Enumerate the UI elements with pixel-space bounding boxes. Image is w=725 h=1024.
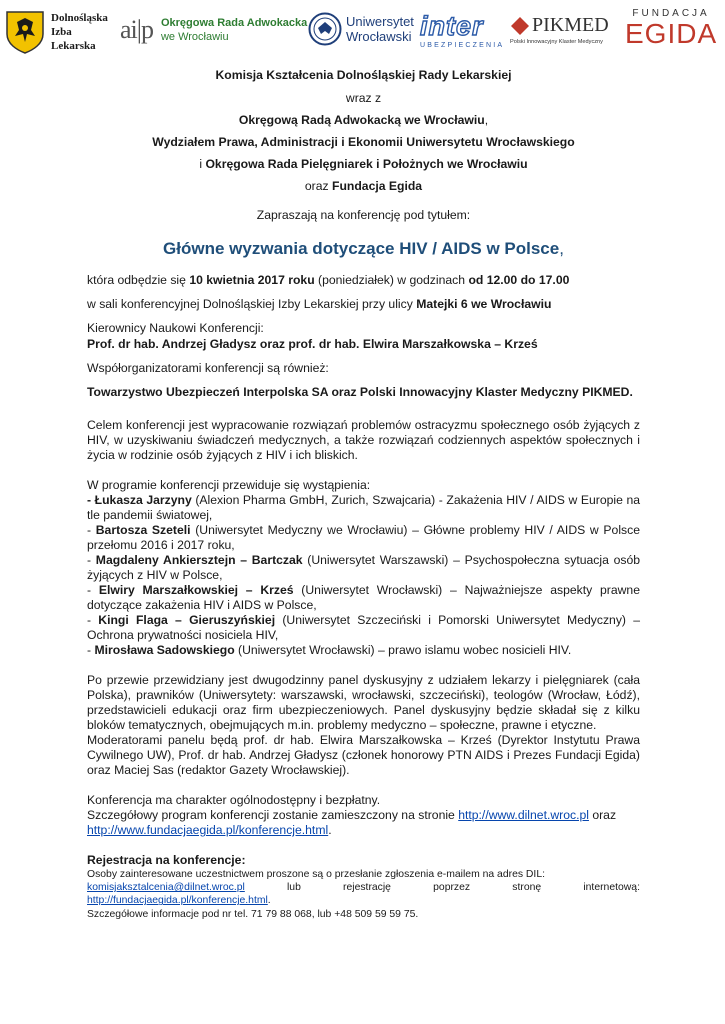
speaker-affiliation: (Uniwersytet Medyczny we Wrocławiu) bbox=[190, 523, 408, 537]
coorganizers-label: Współorganizatorami konferencji są również: bbox=[87, 361, 329, 375]
header-line-6-prefix: oraz bbox=[304, 179, 333, 193]
speaker-item bbox=[87, 613, 640, 643]
speaker-bullet: - bbox=[87, 583, 99, 597]
speaker-name: Magdaleny Ankiersztejn – Bartczak bbox=[95, 553, 303, 567]
speaker-name: Mirosława Sadowskiego bbox=[94, 643, 235, 657]
dil-logo bbox=[5, 10, 108, 54]
registration-web-link[interactable]: http://fundacjaegida.pl/konferencje.html bbox=[87, 895, 268, 907]
speaker-bullet: - bbox=[87, 613, 99, 627]
header-ora: Okręgową Radą Adwokacką we Wrocławiu bbox=[238, 113, 485, 127]
speaker-item bbox=[87, 523, 640, 553]
header-line-5-prefix: i bbox=[199, 157, 206, 171]
header-line-3-tail: , bbox=[484, 113, 489, 127]
conference-title-tail: , bbox=[559, 239, 564, 258]
registration-heading: Rejestracja na konferencje: bbox=[87, 853, 246, 867]
dil-name-line1: Dolnośląska bbox=[51, 12, 108, 24]
interpolska-mark: inter bbox=[420, 11, 484, 41]
dil-name-line2: Izba bbox=[51, 26, 72, 38]
coorganizers-names: Towarzystwo Ubezpieczeń Interpolska SA oraz Polski Innowacyjny Klaster Medyczny PIKMED. bbox=[87, 385, 633, 399]
interpolska-logo bbox=[420, 12, 504, 49]
header-egida: Fundacja Egida bbox=[332, 179, 423, 193]
registration-line-3 bbox=[87, 894, 640, 907]
egida-top-text: FUNDACJA bbox=[632, 8, 710, 19]
speaker-affiliation: (Uniwersytet Wrocławski) bbox=[234, 643, 375, 657]
ora-name-line2: we Wrocławiu bbox=[160, 31, 229, 43]
free-admission: Konferencja ma charakter ogólnodostępny i bezpłatny. bbox=[87, 793, 381, 807]
panel-description: Po przewie przewidziany jest dwugodzinny panel dyskusyjny z udziałem lekarzy i pielęgniarek (cała Polska), prawników (Uniwersytety: warszawski, wrocławski, szczeciński), teologów (Wrocław, Łódź), przedstawicieli edukacji oraz firm ubezpieczeniowych. Panel dyskusyjny będzie składał się z kilku bloków tematycznych, obejmujących m.in. problemy medyczno – społeczne, prawne i etyczne. bbox=[87, 673, 640, 732]
invitation-line: Zapraszają na konferencję pod tytułem: bbox=[256, 208, 471, 222]
egida-conference-link[interactable]: http://www.fundacjaegida.pl/konferencje.html bbox=[87, 823, 329, 837]
speaker-name: Elwiry Marszałkowskiej – Krześ bbox=[98, 583, 294, 597]
speaker-list bbox=[87, 493, 640, 658]
program-info-or: oraz bbox=[588, 808, 617, 822]
logo-bar bbox=[0, 0, 725, 60]
header-line-1: Komisja Kształcenia Dolnośląskiej Rady Lekarskiej bbox=[215, 68, 512, 82]
speaker-affiliation: (Alexion Pharma GmbH, Zurich, Szwajcaria) bbox=[191, 493, 436, 507]
registration-email-link[interactable]: komisjaksztalcenia@dilnet.wroc.pl bbox=[87, 882, 245, 894]
dil-name-line3: Lekarska bbox=[51, 40, 96, 52]
uwr-logo bbox=[308, 12, 414, 46]
panel-moderators: Moderatorami panelu będą prof. dr hab. Elwira Marszałkowska – Krześ (Dyrektor Instytutu Prawa Cywilnego UW), Prof. dr hab. Andrzej Gładysz (członek honorowy PTN AIDS i Prezes Fundacji Egida) oraz Maciej Sas (redaktor Gazety Wrocławskiej). bbox=[87, 733, 640, 777]
speaker-item bbox=[87, 553, 640, 583]
date-middle: (poniedziałek) w godzinach bbox=[314, 273, 469, 287]
egida-logo bbox=[625, 8, 717, 49]
speaker-name: Bartosza Szeteli bbox=[95, 523, 191, 537]
dilnet-link[interactable]: http://www.dilnet.wroc.pl bbox=[458, 808, 589, 822]
registration-block bbox=[87, 868, 640, 921]
program-intro: W programie konferencji przewiduje się wystąpienia: bbox=[87, 478, 371, 492]
venue-prefix: w sali konferencyjnej Dolnośląskiej Izby Lekarskiej przy ulicy bbox=[87, 297, 417, 311]
speaker-item bbox=[87, 643, 640, 658]
conference-title-text: Główne wyzwania dotyczące HIV / AIDS w Polsce bbox=[163, 239, 560, 258]
uwr-name-line2: Wrocławski bbox=[346, 29, 412, 44]
contact-phone: Szczegółowe informacje pod nr tel. 71 79 88 068, lub +48 509 59 59 75. bbox=[87, 908, 419, 920]
program-info-text: Szczegółowy program konferencji zostanie zamieszczony na stronie bbox=[87, 808, 459, 822]
venue-address: Matejki 6 we Wrocławiu bbox=[416, 297, 552, 311]
leaders-label: Kierownicy Naukowi Konferencji: bbox=[87, 321, 264, 335]
speaker-affiliation: (Uniwersytet Wrocławski) bbox=[293, 583, 443, 597]
speaker-bullet: - bbox=[87, 493, 95, 507]
ora-name-line1: Okręgowa Rada Adwokacka bbox=[160, 17, 308, 29]
header-line-5 bbox=[87, 157, 640, 172]
pikmed-subtitle: Polski Innowacyjny Klaster Medyczny bbox=[510, 39, 603, 45]
ora-logo bbox=[120, 15, 307, 45]
pikmed-logo bbox=[510, 14, 609, 45]
pikmed-diamond-icon bbox=[510, 16, 530, 36]
registration-link-period: . bbox=[267, 895, 271, 907]
speaker-topic: – Psychospołeczna sytuacja osób żyjących z HIV w Polsce, bbox=[87, 553, 640, 582]
speaker-topic: – Główne problemy HIV / AIDS w Polsce przełomu 2016 i 2017 roku, bbox=[87, 523, 640, 552]
speaker-item bbox=[87, 583, 640, 613]
speaker-topic: - Zakażenia HIV / AIDS w Europie na tle pandemii światowej, bbox=[87, 493, 641, 522]
conference-venue bbox=[87, 297, 640, 312]
program-info-2 bbox=[87, 823, 640, 838]
registration-word: lub bbox=[286, 882, 301, 894]
registration-line-2 bbox=[87, 881, 640, 894]
speaker-bullet: - bbox=[87, 553, 96, 567]
dil-coat-of-arms-icon bbox=[5, 10, 45, 54]
speaker-affiliation: (Uniwersytet Warszawski) bbox=[302, 553, 449, 567]
speaker-name: Kingi Flaga – Gieruszyńskiej bbox=[98, 613, 276, 627]
speaker-topic: – Najważniejsze aspekty prawne dotyczące zakażenia HIV i AIDS w Polsce, bbox=[87, 583, 640, 612]
egida-main-text: EGIDA bbox=[625, 18, 718, 49]
time-value: od 12.00 do 17.00 bbox=[468, 273, 570, 287]
header-line-6 bbox=[87, 179, 640, 194]
conference-goal: Celem konferencji jest wypracowanie rozwiązań problemów ostracyzmu społecznego osób żyjących z HIV, w uzyskiwaniu świadczeń medycznych, a także rozwiązań codziennych aspektów społecznych i życia w rodzinie osób żyjących z HIV i ich bliskich. bbox=[87, 418, 640, 462]
document-body bbox=[87, 66, 640, 921]
header-oripip: Okręgowa Rada Pielęgniarek i Położnych we Wrocławiu bbox=[205, 157, 528, 171]
speaker-bullet: - bbox=[87, 643, 95, 657]
registration-word: stronę bbox=[512, 882, 542, 894]
speaker-item bbox=[87, 493, 640, 523]
ora-mark: ai|p bbox=[120, 15, 153, 44]
interpolska-subtitle: UBEZPIECZENIA bbox=[420, 42, 505, 49]
registration-word: rejestrację bbox=[343, 882, 391, 894]
registration-word: poprzez bbox=[433, 882, 471, 894]
date-value: 10 kwietnia 2017 roku bbox=[189, 273, 315, 287]
date-prefix: która odbędzie się bbox=[87, 273, 190, 287]
leaders-names: Prof. dr hab. Andrzej Gładysz oraz prof. dr hab. Elwira Marszałkowska – Krześ bbox=[87, 337, 538, 351]
speaker-topic: – prawo islamu wobec nosicieli HIV. bbox=[374, 643, 572, 657]
program-info-period: . bbox=[328, 823, 332, 837]
header-line-4: Wydziałem Prawa, Administracji i Ekonomii Uniwersytetu Wrocławskiego bbox=[152, 135, 575, 149]
uwr-seal-icon bbox=[308, 12, 342, 46]
speaker-bullet: - bbox=[87, 523, 96, 537]
pikmed-name: PIKMED bbox=[532, 14, 609, 36]
uwr-name-line1: Uniwersytet bbox=[346, 14, 414, 29]
speaker-affiliation: (Uniwersytet Szczeciński i Pomorski Uniwersytet Medyczny) bbox=[275, 613, 626, 627]
header-line-3 bbox=[87, 113, 640, 128]
speaker-topic: – Ochrona prywatności nosiciela HIV, bbox=[87, 613, 640, 642]
conference-date bbox=[87, 273, 640, 288]
registration-word: internetową: bbox=[583, 882, 640, 894]
header-line-2: wraz z bbox=[345, 91, 382, 105]
program-info bbox=[87, 808, 640, 823]
registration-text: Osoby zainteresowane uczestnictwem proszone są o przesłanie zgłoszenia e-mailem na adres DIL: bbox=[87, 869, 545, 880]
conference-title bbox=[87, 241, 640, 256]
speaker-name: Łukasza Jarzyny bbox=[94, 493, 192, 507]
